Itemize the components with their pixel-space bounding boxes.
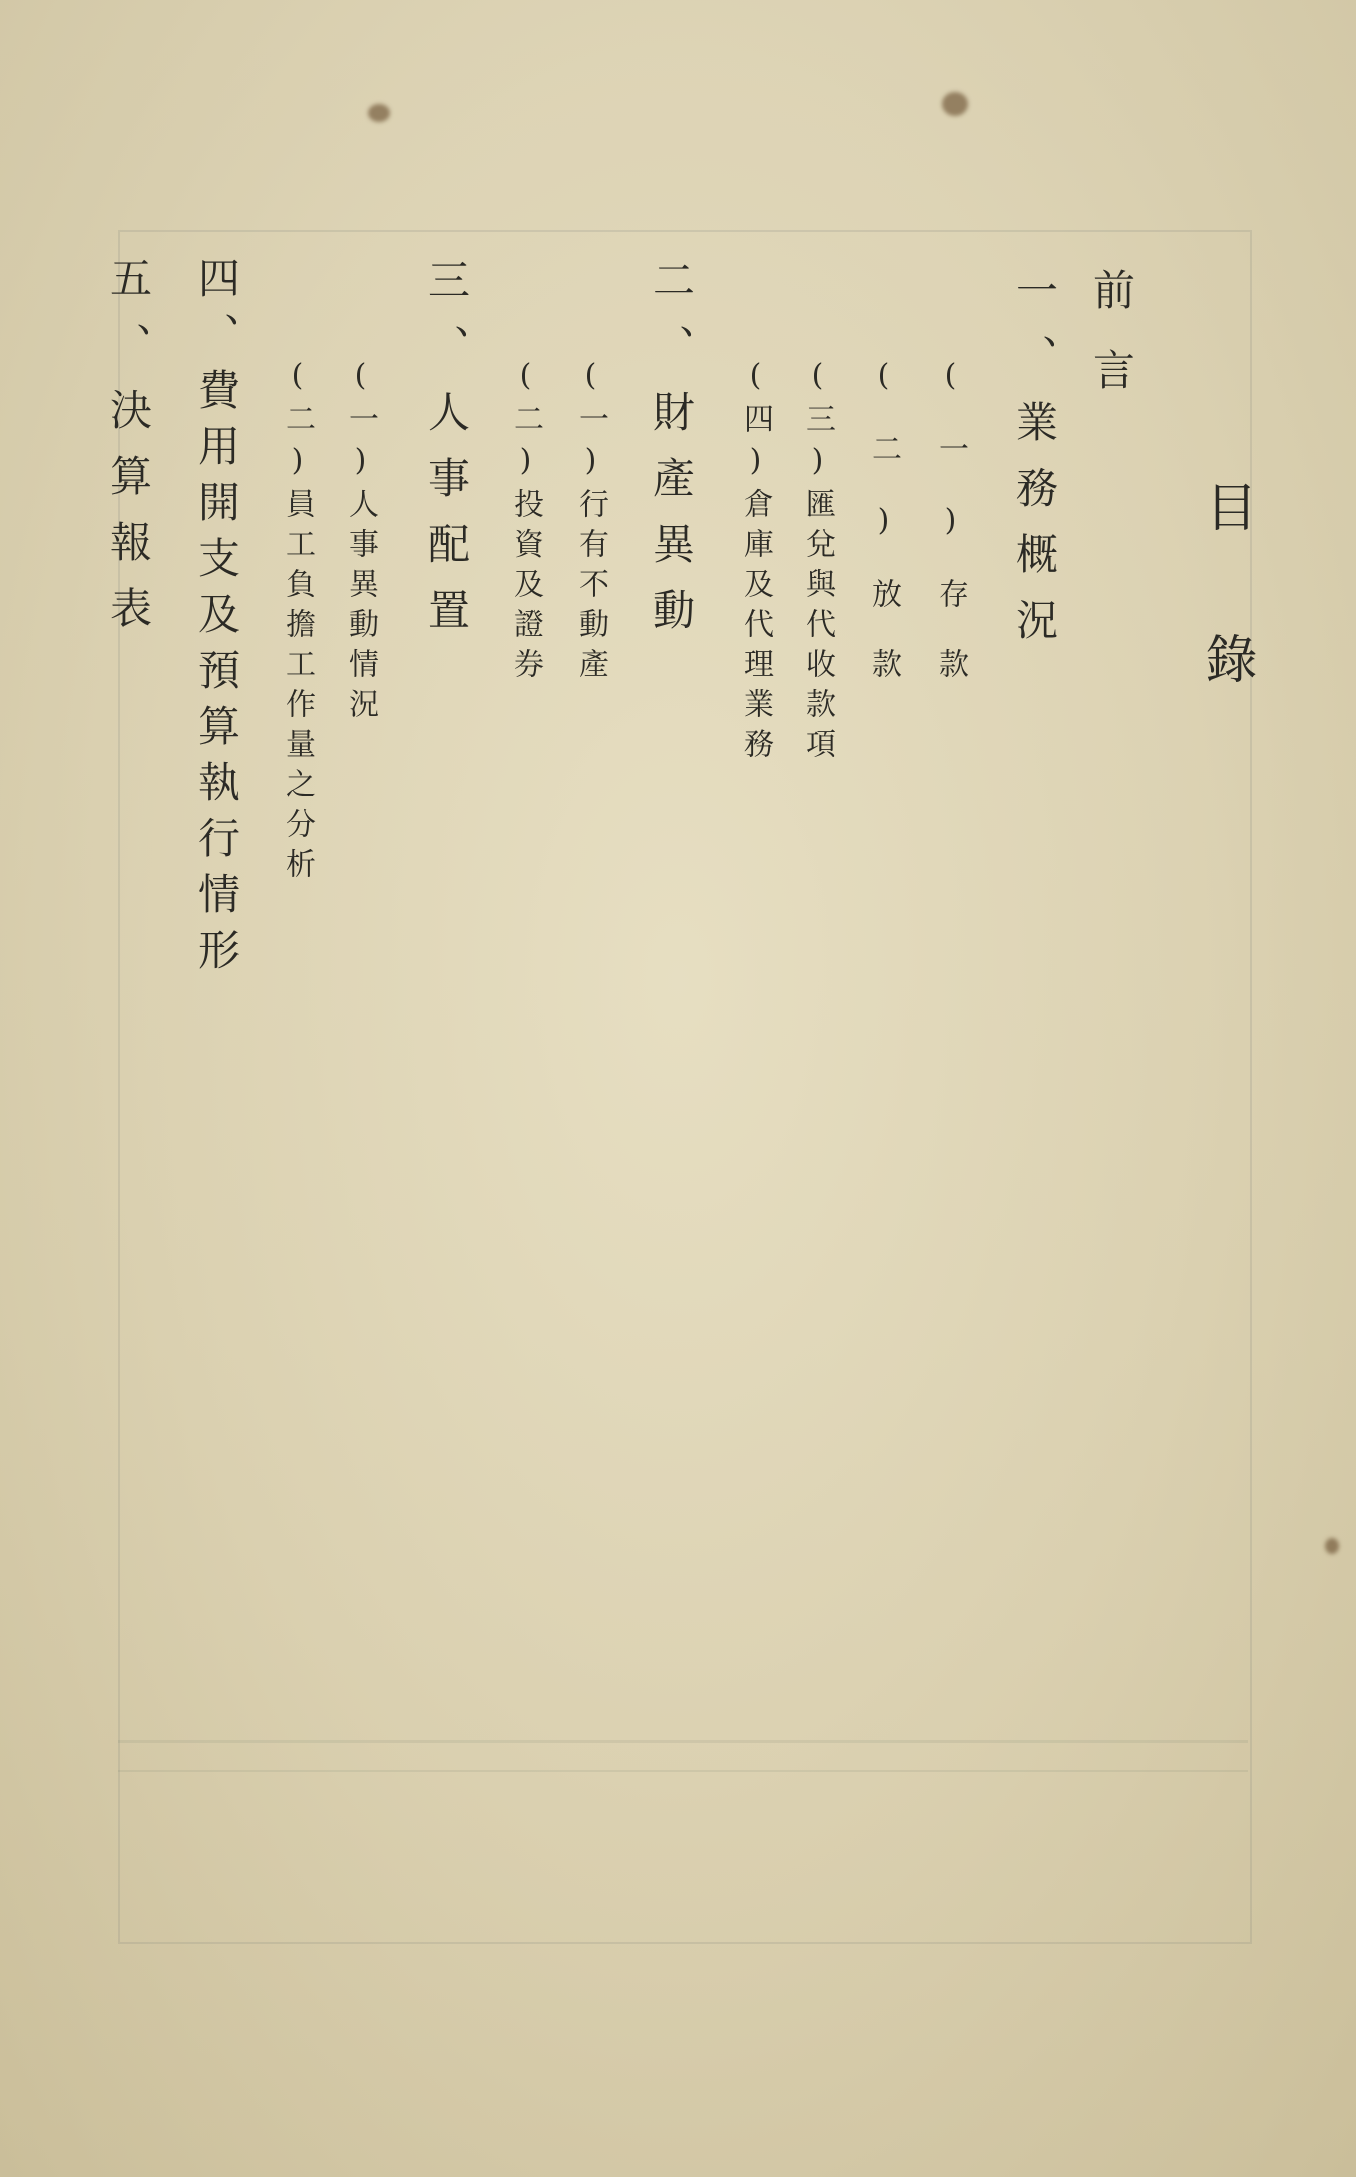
section-preface: 前言	[1087, 268, 1136, 428]
section-1-item-2: (二)放款	[866, 358, 901, 718]
section-1-item-3: (三)匯兌與代收款項	[800, 358, 835, 768]
section-2-heading: 二、財產異動	[647, 258, 696, 654]
section-3-heading: 三、人事配置	[422, 258, 471, 654]
section-1-heading: 一、業務概況	[1010, 268, 1059, 664]
ink-stain	[1325, 1538, 1339, 1554]
section-1-item-1: (一)存款	[933, 358, 968, 718]
section-2-item-1: (一)行有不動產	[573, 358, 608, 688]
ink-stain	[942, 92, 968, 116]
section-3-item-2: (二)員工負擔工作量之分析	[280, 358, 315, 888]
bleed-through-rule	[118, 1740, 1248, 1743]
section-2-item-2: (二)投資及證券	[508, 358, 543, 688]
section-1-item-4: (四)倉庫及代理業務	[738, 358, 773, 768]
page-title: 目錄	[1196, 480, 1256, 784]
section-5-heading: 五、決算報表	[104, 256, 153, 652]
section-4-heading: 四、費用開支及預算執行情形	[192, 256, 241, 984]
ink-stain	[368, 104, 390, 122]
bleed-through-rule	[118, 1770, 1248, 1772]
section-3-item-1: (一)人事異動情況	[343, 358, 378, 728]
